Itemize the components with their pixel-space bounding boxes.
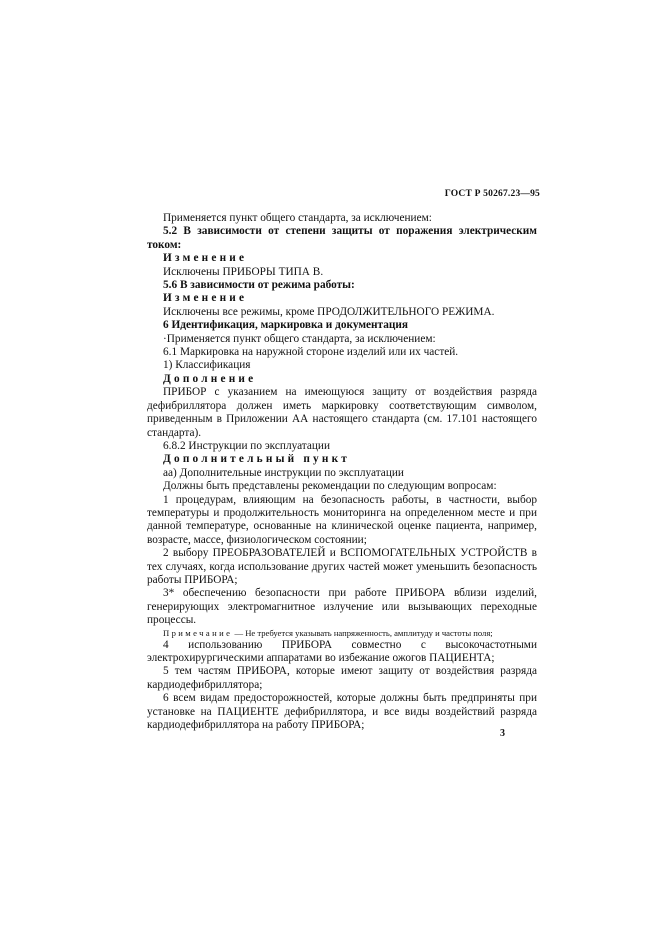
list-item: 4 использованию ПРИБОРА совместно с высокочастотными электрохирургическими аппаратами во избежание ожогов ПАЦИЕНТА; [147, 638, 537, 664]
additional-item-label: Дополнительный пункт [163, 453, 351, 466]
paragraph: Должны быть представлены рекомендации по следующим вопросам: [163, 480, 497, 493]
clause-heading: 5.2 В зависимости от степени защиты от поражения электрическим током: [147, 225, 537, 251]
section-heading: 6 Идентификация, маркировка и документация [163, 319, 409, 332]
list-item: 5 тем частям ПРИБОРА, которые имеют защиту от воздействия разряда кардиодефибриллятора; [147, 665, 537, 691]
paragraph: Исключены все режимы, кроме ПРОДОЛЖИТЕЛЬНОГО РЕЖИМА. [163, 305, 495, 318]
clause-heading: 6.1 Маркировка на наружной стороне изделий или их частей. [163, 346, 459, 359]
paragraph: ПРИБОР с указанием на имеющуюся защиту от воздействия разряда дефибриллятора должен иметь маркировку соответствующим символом, приведенным в Приложении АА настоящего стандарта (см. 17.101 настоящего стандарта). [147, 386, 537, 439]
paragraph: Применяется пункт общего стандарта, за исключением: [163, 212, 432, 224]
paragraph: Исключены ПРИБОРЫ ТИПА В. [163, 265, 324, 278]
note [147, 628, 537, 639]
clause-heading: 5.6 В зависимости от режима работы: [163, 279, 355, 292]
paragraph: ·Применяется пункт общего стандарта, за исключением: [163, 332, 436, 345]
list-item: 3* обеспечению безопасности при работе ПРИБОРА вблизи изделий, генерирующих электромагнитное излучение или вызывающих переходные процессы. [147, 587, 537, 627]
change-label: Изменение [163, 292, 248, 305]
list-item: аа) Дополнительные инструкции по эксплуатации [163, 466, 404, 479]
page-number: 3 [500, 728, 505, 739]
clause-heading: 6.8.2 Инструкции по эксплуатации [163, 439, 331, 452]
list-item: 1 процедурам, влияющим на безопасность работы, в частности, выбор температуры и продолжительность мониторинга на определенном месте и при данной температуре, основанные на клинической оценке пациента, например, возрасте, массе, физиологическом состоянии; [147, 493, 537, 546]
list-item: 1) Классификация [163, 359, 251, 372]
note-label: Примечание [163, 627, 233, 638]
addition-label: Дополнение [163, 372, 257, 385]
document-body [147, 212, 537, 732]
list-item: 2 выбору ПРЕОБРАЗОВАТЕЛЕЙ и ВСПОМОГАТЕЛЬНЫХ УСТРОЙСТВ в тех случаях, когда использование других частей может уменьшить безопасность работы ПРИБОРА; [147, 547, 537, 586]
standard-header: ГОСТ Р 50267.23—95 [444, 189, 540, 199]
note-text: — Не требуется указывать напряженность, амплитуду и частоты поля; [232, 627, 493, 638]
list-item: 6 всем видам предосторожностей, которые должны быть предприняты при установке на ПАЦИЕНТЕ дефибриллятора, и все виды воздействий разряда кардиодефибриллятора на работу ПРИБОРА; [147, 692, 537, 732]
change-label: Изменение [163, 252, 248, 265]
